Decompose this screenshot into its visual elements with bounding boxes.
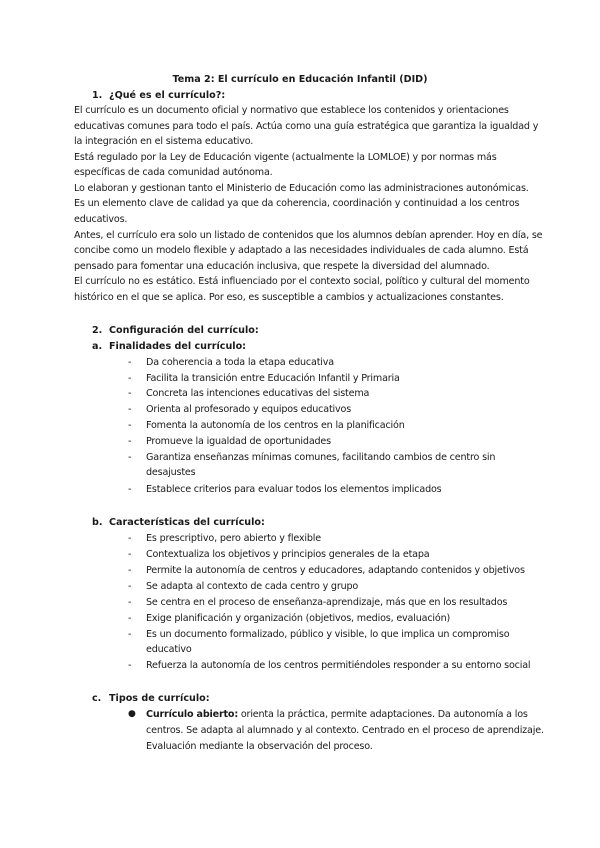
list-dash: - [128,357,132,368]
list-dash: - [128,533,132,544]
paragraph-line: Lo elaboran y gestionan tanto el Ministerio de Educación como las administraciones autonómicas. [74,183,529,194]
list-item: Se centra en el proceso de enseñanza-aprendizaje, más que en los resultados [146,597,508,608]
list-item: Exige planificación y organización (objetivos, medios, evaluación) [146,613,451,624]
paragraph-line: Está regulado por la Ley de Educación vigente (actualmente la LOMLOE) y por normas más [74,152,497,163]
list-item-continuation: centros. Se adapta al alumnado y al contexto. Centrado en el proceso de aprendizaje. [146,725,544,736]
list-item-continuation: educativo [146,644,192,655]
paragraph-line: la integración en el sistema educativo. [74,136,254,147]
paragraph-line: educativas comunes para todo el país. Actúa como una guía estratégica que garantiza la igualdad y [74,121,539,132]
list-item: Refuerza la autonomía de los centros permitiéndoles responder a su entorno social [146,660,531,671]
list-item: Concreta las intenciones educativas del sistema [146,388,370,399]
list-item: Facilita la transición entre Educación Infantil y Primaria [146,373,400,384]
subsection-b-letter: b. [92,517,103,528]
list-item: Da coherencia a toda la etapa educativa [146,357,334,368]
list-dash: - [128,404,132,415]
list-item: Establece criterios para evaluar todos los elementos implicados [146,484,442,495]
list-dash: - [128,484,132,495]
list-item: Garantiza enseñanzas mínimas comunes, facilitando cambios de centro sin [146,452,496,463]
list-item: Fomenta la autonomía de los centros en la planificación [146,420,405,431]
list-item: Permite la autonomía de centros y educadores, adaptando contenidos y objetivos [146,565,525,576]
list-dash: - [128,420,132,431]
subsection-c-heading: Tipos de currículo: [109,693,210,704]
open-curriculum-text: orienta la práctica, permite adaptaciones. Da autonomía a los [238,709,528,720]
bullet-icon: ● [128,709,136,719]
list-item: Contextualiza los objetivos y principios generales de la etapa [146,549,430,560]
list-dash: - [128,373,132,384]
list-dash: - [128,388,132,399]
paragraph-line: histórico en el que se aplica. Por eso, es susceptible a cambios y actualizaciones constantes. [74,292,504,303]
list-dash: - [128,565,132,576]
paragraph-line: Es un elemento clave de calidad ya que da coherencia, coordinación y continuidad a los centros [74,198,520,209]
paragraph-line: pensado para fomentar una educación inclusiva, que respete la diversidad del alumnado. [74,261,490,272]
subsection-a-letter: a. [92,341,103,352]
list-dash: - [128,660,132,671]
paragraph-line: educativos. [74,214,128,225]
open-curriculum-label: Currículo abierto: [146,709,238,720]
list-dash: - [128,613,132,624]
list-dash: - [128,549,132,560]
paragraph-line: Antes, el currículo era solo un listado de contenidos que los alumnos debían aprender. Hoy en día, se [74,230,543,241]
list-dash: - [128,597,132,608]
list-dash: - [128,629,132,640]
list-item-continuation: desajustes [146,467,196,478]
paragraph-line: El currículo es un documento oficial y normativo que establece los contenidos y orientaciones [74,105,509,116]
list-item: Orienta al profesorado y equipos educativos [146,404,352,415]
list-item-continuation: Evaluación mediante la observación del proceso. [146,741,373,752]
section-1-number: 1. [92,90,103,101]
list-dash: - [128,581,132,592]
paragraph-line: específicas de cada comunidad autónoma. [74,167,273,178]
section-2-number: 2. [92,325,103,336]
page-title: Tema 2: El currículo en Educación Infantil (DID) [172,74,428,85]
list-item: Es un documento formalizado, público y visible, lo que implica un compromiso [146,629,510,640]
list-item: Se adapta al contexto de cada centro y grupo [146,581,359,592]
list-item: Es prescriptivo, pero abierto y flexible [146,533,321,544]
list-item [146,707,528,722]
section-2-heading: Configuración del currículo: [109,325,259,336]
list-dash: - [128,436,132,447]
section-1-heading: ¿Qué es el currículo?: [109,90,226,101]
paragraph-line: concibe como un modelo flexible y adaptado a las necesidades individuales de cada alumno. Está [74,245,529,256]
subsection-c-letter: c. [92,693,102,704]
subsection-a-heading: Finalidades del currículo: [109,341,246,352]
list-dash: - [128,452,132,463]
list-item: Promueve la igualdad de oportunidades [146,436,331,447]
subsection-b-heading: Características del currículo: [109,517,265,528]
paragraph-line: El currículo no es estático. Está influenciado por el contexto social, político y cultural del momento [74,276,530,287]
